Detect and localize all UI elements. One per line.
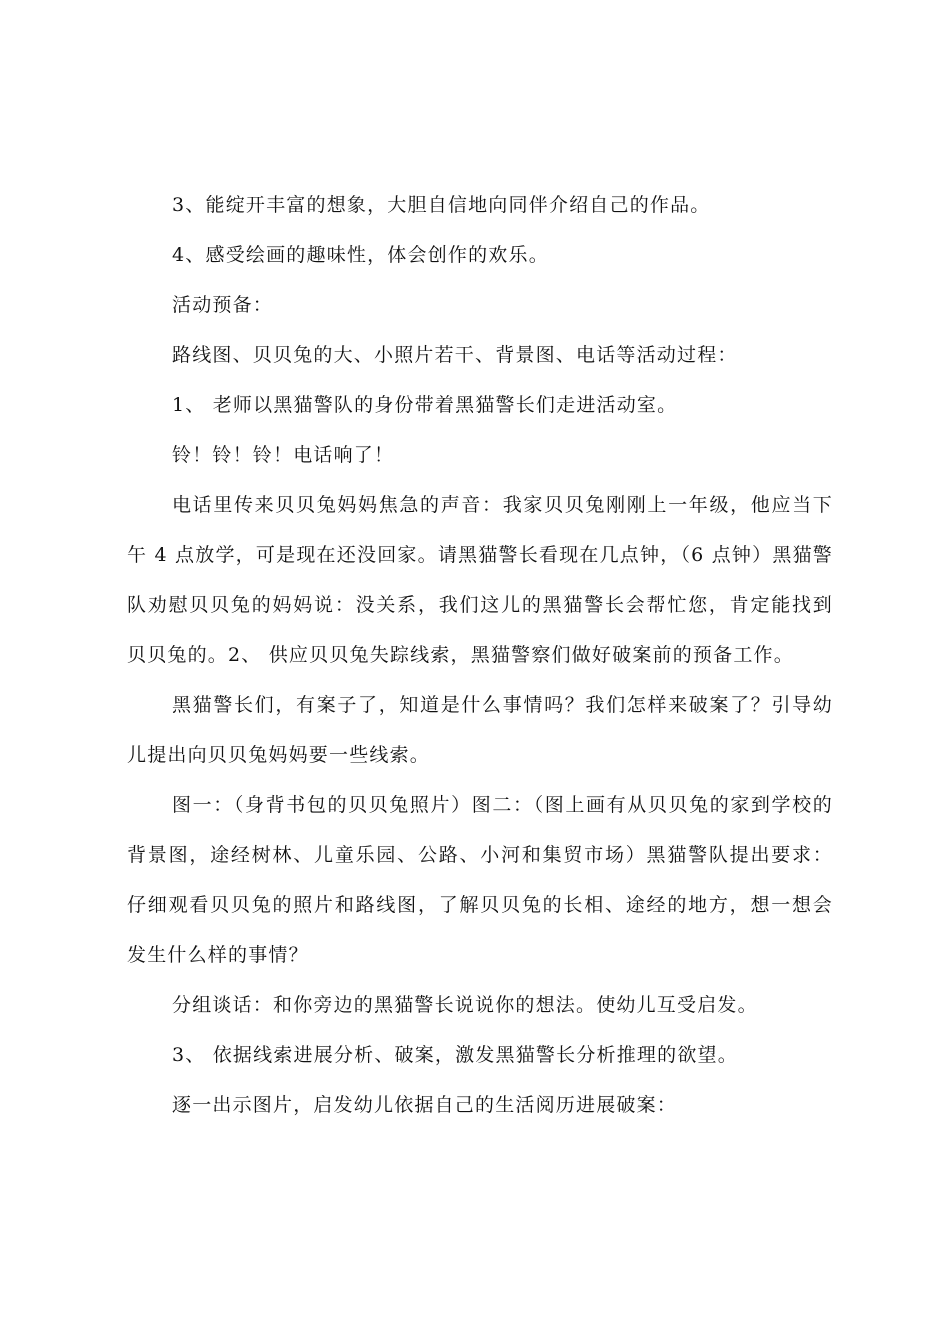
- paragraph-clues: 图一：（身背书包的贝贝兔照片）图二：（图上画有从贝贝兔的家到学校的背景图，途经树林、儿童乐园、公路、小河和集贸市场）黑猫警队提出要求：仔细观看贝贝兔的照片和路线图，了解贝贝兔的长相、途经的地方，想一想会发生什么样的事情？: [127, 794, 833, 966]
- paragraph-preparation-heading: 活动预备：: [172, 294, 274, 316]
- paragraph-step-1: 1、 老师以黑猫警队的身份带着黑猫警长们走进活动室。: [172, 394, 678, 416]
- paragraph-goal-3: 3、能绽开丰富的想象，大胆自信地向同伴介绍自己的作品。: [172, 194, 711, 216]
- paragraph-phone-call: 电话里传来贝贝兔妈妈焦急的声音：我家贝贝兔刚刚上一年级，他应当下午 4 点放学，可是现在还没回家。请黑猫警长看现在几点钟，（6 点钟）黑猫警队劝慰贝贝兔的妈妈说：没关系，我们这儿的黑猫警长会帮忙您，肯定能找到贝贝兔的。2、 供应贝贝兔失踪线索，黑猫警察们做好破案前的预备工作。: [127, 494, 833, 666]
- paragraph-goal-4: 4、感受绘画的趣味性，体会创作的欢乐。: [172, 244, 549, 266]
- paragraph-step-3: 3、 依据线索进展分析、破案，激发黑猫警长分析推理的欲望。: [172, 1044, 738, 1066]
- paragraph-materials: 路线图、贝贝兔的大、小照片若干、背景图、电话等活动过程：: [172, 344, 738, 366]
- document-body: [127, 180, 833, 1130]
- paragraph-group-talk: 分组谈话：和你旁边的黑猫警长说说你的想法。使幼儿互受启发。: [172, 994, 758, 1016]
- paragraph-show-pictures: 逐一出示图片，启发幼儿依据自己的生活阅历进展破案：: [172, 1094, 678, 1116]
- paragraph-phone-ring: 铃！铃！铃！电话响了！: [172, 444, 395, 466]
- paragraph-case-intro: 黑猫警长们，有案子了，知道是什么事情吗？我们怎样来破案了？引导幼儿提出向贝贝兔妈妈要一些线索。: [127, 694, 833, 766]
